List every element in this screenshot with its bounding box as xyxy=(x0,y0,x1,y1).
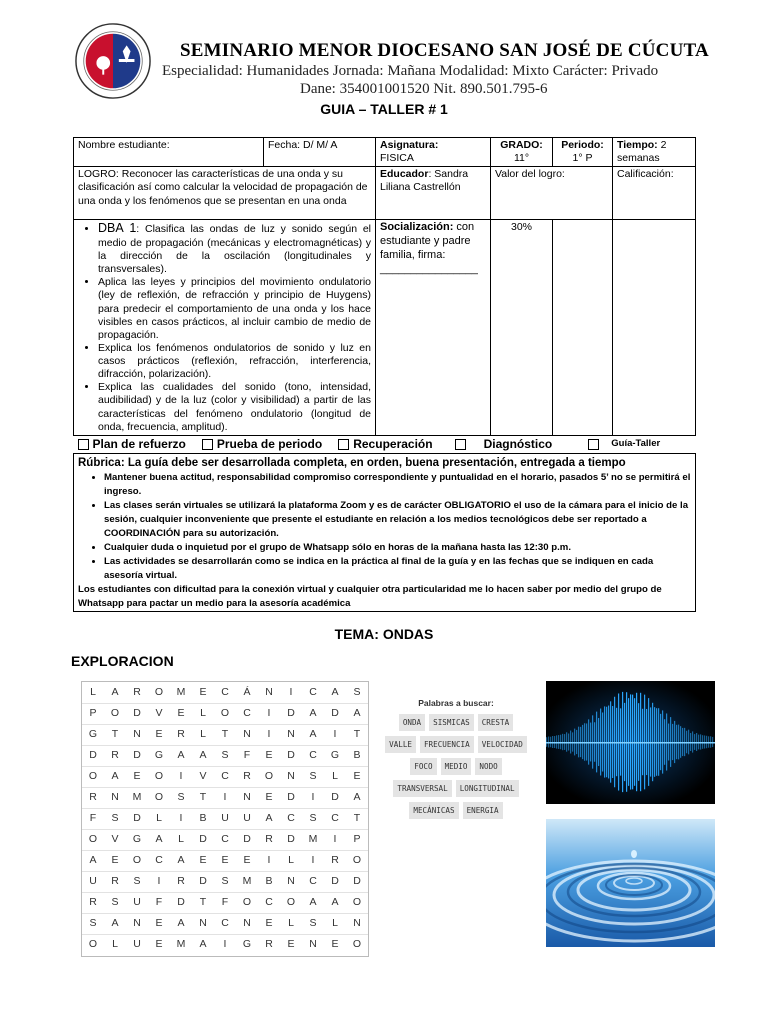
list-item: • Aplica las leyes y principios del movimiento ondulatorio (ley de reflexión, de refracción y principio de Huygens) para predecir el comportamiento de una onda y los hace visibles en casos prácticos, al incluir cambio de medio de propagación. xyxy=(98,276,371,342)
letter-cell[interactable]: A xyxy=(309,896,317,908)
letter-cell[interactable]: C xyxy=(287,812,295,824)
letter-cell[interactable]: D xyxy=(331,875,339,887)
word-chip: MEDIO xyxy=(441,758,472,775)
options-cell xyxy=(74,435,696,453)
letter-cell[interactable]: I xyxy=(333,833,337,845)
letter-cell[interactable]: S xyxy=(309,917,317,929)
letter-cell[interactable]: R xyxy=(331,854,339,866)
letter-cell[interactable]: F xyxy=(221,896,229,908)
letter-cell[interactable]: S xyxy=(89,917,97,929)
grid-line xyxy=(82,703,368,704)
letter-cell[interactable]: B xyxy=(265,875,273,887)
letter-cell[interactable]: O xyxy=(154,770,164,782)
letter-cell[interactable]: A xyxy=(353,791,361,803)
letter-cell[interactable]: U xyxy=(133,896,141,908)
prueba-periodo-checkbox[interactable] xyxy=(202,439,213,450)
grid-line xyxy=(82,808,368,809)
letter-cell[interactable]: C xyxy=(221,917,229,929)
letter-cell[interactable]: L xyxy=(200,728,206,740)
letter-cell[interactable]: I xyxy=(179,770,183,782)
letter-cell[interactable]: L xyxy=(178,833,184,845)
letter-cell[interactable]: O xyxy=(88,938,98,950)
checkbox-label: Guía-Taller xyxy=(611,438,661,450)
letter-cell[interactable]: S xyxy=(221,875,229,887)
letter-cell[interactable]: D xyxy=(133,707,141,719)
letter-cell[interactable]: N xyxy=(265,686,273,698)
dba-cell xyxy=(74,220,376,436)
rubric-title: Rúbrica: La guía debe ser desarrollada completa, en orden, buena presentación, entregada a tiempo xyxy=(78,456,626,469)
letter-cell[interactable]: A xyxy=(111,770,119,782)
letter-cell[interactable]: C xyxy=(331,812,339,824)
letter-cell[interactable]: S xyxy=(177,791,185,803)
letter-cell[interactable]: M xyxy=(132,791,142,803)
word-chip: VALLE xyxy=(385,736,416,753)
letter-cell[interactable]: E xyxy=(265,791,273,803)
word-chip: MECÁNICAS xyxy=(409,802,458,819)
letter-cell[interactable]: A xyxy=(309,728,317,740)
options-row xyxy=(76,437,694,452)
letter-cell[interactable]: E xyxy=(331,938,339,950)
calificacion-cell: Calificación: xyxy=(613,167,696,220)
socialization-cell: Socialización: con estudiante y padre familia, firma: ________________ xyxy=(376,220,491,436)
grid-line xyxy=(82,787,368,788)
letter-cell[interactable]: F xyxy=(89,812,97,824)
letter-cell[interactable]: C xyxy=(309,686,317,698)
school-registration: Dane: 354001001520 Nit. 890.501.795-6 xyxy=(300,81,548,97)
letter-cell[interactable]: E xyxy=(177,707,185,719)
empty-cell xyxy=(553,220,613,436)
letter-cell[interactable]: L xyxy=(288,917,294,929)
letter-cell[interactable]: C xyxy=(221,686,229,698)
letter-cell[interactable]: I xyxy=(267,707,271,719)
letter-cell[interactable]: N xyxy=(243,917,251,929)
letter-cell[interactable]: O xyxy=(88,833,98,845)
list-item: • Explica los fenómenos ondulatorios de sonido y luz en casos prácticos (reflexión, refracción, interferencia, difracción, polarización). xyxy=(98,342,371,381)
letter-cell[interactable]: L xyxy=(90,686,96,698)
letter-cell[interactable]: M xyxy=(242,875,252,887)
table-row xyxy=(74,167,696,220)
letter-cell[interactable]: S xyxy=(111,896,119,908)
letter-cell[interactable]: S xyxy=(111,812,119,824)
checkbox-label: Prueba de periodo xyxy=(216,436,323,451)
letter-cell[interactable]: N xyxy=(133,728,141,740)
guide-title: GUIA – TALLER # 1 xyxy=(320,101,448,117)
school-name: SEMINARIO MENOR DIOCESANO SAN JOSÉ DE CÚCUTA xyxy=(180,40,709,61)
diagnostico-checkbox[interactable] xyxy=(455,439,466,450)
letter-cell[interactable]: C xyxy=(221,770,229,782)
letter-cell[interactable]: N xyxy=(353,917,361,929)
letter-cell[interactable]: A xyxy=(177,749,185,761)
letter-cell[interactable]: D xyxy=(199,833,207,845)
letter-cell[interactable]: I xyxy=(223,791,227,803)
letter-cell[interactable]: C xyxy=(221,833,229,845)
letter-cell[interactable]: I xyxy=(223,938,227,950)
letter-cell[interactable]: N xyxy=(199,917,207,929)
letter-cell[interactable]: U xyxy=(221,812,229,824)
letter-cell[interactable]: U xyxy=(133,938,141,950)
letter-cell[interactable]: A xyxy=(177,917,185,929)
letter-cell[interactable]: L xyxy=(332,917,338,929)
letter-cell[interactable]: I xyxy=(333,728,337,740)
letter-cell[interactable]: N xyxy=(287,875,295,887)
logro-cell: LOGRO: Reconocer las características de una onda y su clasificación así como calcular la velocidad de propagación de una onda y los fenómenos que se presentan en una onda xyxy=(74,167,376,220)
letter-cell[interactable]: E xyxy=(265,749,273,761)
letter-cell[interactable]: R xyxy=(177,728,185,740)
letter-cell[interactable]: E xyxy=(287,938,295,950)
letter-cell[interactable]: E xyxy=(155,938,163,950)
word-row xyxy=(374,714,538,731)
grid-line xyxy=(82,766,368,767)
word-chip: ENERGIA xyxy=(463,802,503,819)
percent-cell: 30% xyxy=(491,220,553,436)
letter-cell[interactable]: T xyxy=(111,728,119,740)
word-chip: SISMICAS xyxy=(429,714,474,731)
grid-line xyxy=(82,913,368,914)
rubric-cell xyxy=(74,453,696,612)
letter-cell[interactable]: C xyxy=(309,749,317,761)
letter-cell[interactable]: M xyxy=(308,833,318,845)
letter-cell[interactable]: T xyxy=(353,812,361,824)
letter-cell[interactable]: C xyxy=(243,707,251,719)
words-title: Palabras a buscar: xyxy=(418,698,494,708)
time-cell: Tiempo: 2 semanas xyxy=(613,138,696,167)
letter-cell[interactable]: N xyxy=(287,770,295,782)
grid-line xyxy=(82,724,368,725)
letter-cell[interactable]: S xyxy=(133,875,141,887)
letter-cell[interactable]: E xyxy=(111,854,119,866)
grid-line xyxy=(82,934,368,935)
letter-cell[interactable]: T xyxy=(199,791,207,803)
letter-cell[interactable]: O xyxy=(132,854,142,866)
letter-cell[interactable]: I xyxy=(311,854,315,866)
letter-cell[interactable]: N xyxy=(287,728,295,740)
letter-cell[interactable]: R xyxy=(111,749,119,761)
letter-cell[interactable]: L xyxy=(288,854,294,866)
list-item: • Cualquier duda o inquietud por el grupo de Whatsapp sólo en horas de la mañana hasta las 12:30 p.m. xyxy=(104,541,691,555)
plan-refuerzo-checkbox[interactable] xyxy=(78,439,89,450)
letter-cell[interactable]: D xyxy=(287,749,295,761)
letter-cell[interactable]: V xyxy=(111,833,119,845)
grid-line xyxy=(82,850,368,851)
letter-cell[interactable]: O xyxy=(154,686,164,698)
word-row xyxy=(374,736,538,753)
letter-cell[interactable]: E xyxy=(155,917,163,929)
rubric-footer: Los estudiantes con dificultad para la conexión virtual y cualquier otra particularidad me lo hacen saber por medio del grupo de Whatsapp para pactar un medio para la asesoría académica xyxy=(78,583,662,609)
words-to-find xyxy=(374,698,538,824)
period-cell: Periodo: 1° P xyxy=(553,138,613,167)
letter-cell[interactable]: D xyxy=(133,749,141,761)
letter-cell[interactable]: D xyxy=(89,749,97,761)
letter-cell[interactable]: M xyxy=(176,686,186,698)
letter-cell[interactable]: V xyxy=(155,707,163,719)
letter-cell[interactable]: N xyxy=(243,791,251,803)
letter-cell[interactable]: G xyxy=(242,938,252,950)
topic-title: TEMA: ONDAS xyxy=(334,626,434,642)
letter-cell[interactable]: D xyxy=(243,833,251,845)
letter-cell[interactable]: D xyxy=(353,875,361,887)
letter-cell[interactable]: C xyxy=(265,896,273,908)
table-row xyxy=(74,453,696,612)
list-item: • Las actividades se desarrollarán como se indica en la práctica al final de la guía y en las fechas que se indiquen en cada asesoría virtual. xyxy=(104,555,691,583)
school-details: Especialidad: Humanidades Jornada: Mañana Modalidad: Mixto Carácter: Privado xyxy=(162,63,659,79)
letter-cell[interactable]: L xyxy=(200,707,206,719)
word-chip: VELOCIDAD xyxy=(478,736,527,753)
dba-list xyxy=(78,221,371,434)
letter-cell[interactable]: A xyxy=(331,896,339,908)
letter-cell[interactable]: O xyxy=(220,707,230,719)
letter-cell[interactable]: M xyxy=(176,938,186,950)
letter-cell[interactable]: E xyxy=(133,770,141,782)
letter-cell[interactable]: B xyxy=(353,749,361,761)
letter-cell[interactable]: O xyxy=(88,770,98,782)
letter-cell[interactable]: R xyxy=(265,938,273,950)
checkbox-label: Diagnóstico xyxy=(483,436,553,451)
word-row xyxy=(374,802,538,819)
letter-cell[interactable]: Á xyxy=(243,686,251,698)
letter-cell[interactable]: O xyxy=(154,791,164,803)
letter-cell[interactable]: A xyxy=(177,854,185,866)
word-row xyxy=(374,780,538,797)
letter-cell[interactable]: I xyxy=(267,728,271,740)
letter-cell[interactable]: G xyxy=(330,749,340,761)
letter-cell[interactable]: L xyxy=(112,938,118,950)
letter-cell[interactable]: D xyxy=(287,833,295,845)
letter-cell[interactable]: B xyxy=(199,812,207,824)
letter-cell[interactable]: I xyxy=(289,686,293,698)
guia-taller-checkbox[interactable] xyxy=(588,439,599,450)
letter-cell[interactable]: A xyxy=(353,707,361,719)
student-name-cell: Nombre estudiante: xyxy=(74,138,264,167)
letter-cell[interactable]: R xyxy=(89,896,97,908)
letter-cell[interactable]: O xyxy=(352,938,362,950)
letter-cell[interactable]: E xyxy=(199,854,207,866)
letter-cell[interactable]: D xyxy=(331,707,339,719)
letter-cell[interactable]: A xyxy=(331,686,339,698)
letter-cell[interactable]: D xyxy=(331,791,339,803)
letter-cell[interactable]: L xyxy=(332,770,338,782)
letter-cell[interactable]: C xyxy=(309,875,317,887)
letter-cell[interactable]: N xyxy=(309,938,317,950)
letter-cell[interactable]: S xyxy=(309,770,317,782)
letter-cell[interactable]: G xyxy=(132,833,142,845)
word-chip: NODO xyxy=(475,758,501,775)
letter-cell[interactable]: O xyxy=(242,896,252,908)
school-crest-icon xyxy=(74,22,152,100)
letter-cell[interactable]: S xyxy=(221,749,229,761)
grade-cell: GRADO: 11° xyxy=(491,138,553,167)
letter-cell[interactable]: E xyxy=(199,686,207,698)
letter-cell[interactable]: U xyxy=(243,812,251,824)
grid-line xyxy=(82,745,368,746)
letter-cell[interactable]: O xyxy=(286,896,296,908)
letter-cell[interactable]: N xyxy=(243,728,251,740)
letter-cell[interactable]: P xyxy=(353,833,361,845)
letter-cell[interactable]: G xyxy=(88,728,98,740)
letter-cell[interactable]: V xyxy=(199,770,207,782)
letter-cell[interactable]: O xyxy=(110,707,120,719)
letter-cell[interactable]: I xyxy=(267,854,271,866)
letter-cell[interactable]: T xyxy=(199,896,207,908)
letter-cell[interactable]: C xyxy=(155,854,163,866)
word-chip: LONGITUDINAL xyxy=(456,780,519,797)
letter-cell[interactable]: A xyxy=(265,812,273,824)
letter-cell[interactable]: R xyxy=(111,875,119,887)
word-row xyxy=(374,758,538,775)
grid-line xyxy=(82,829,368,830)
letter-cell[interactable]: N xyxy=(111,791,119,803)
section-title: EXPLORACION xyxy=(71,653,174,669)
letter-cell[interactable]: A xyxy=(111,917,119,929)
letter-cell[interactable]: A xyxy=(89,854,97,866)
checkbox-label: Recuperación xyxy=(353,436,433,451)
list-item: • Mantener buena actitud, responsabilidad compromiso correspondiente y puntualidad en el horario, pasados 5’ no se permitirá el ingreso. xyxy=(104,471,691,499)
letter-cell[interactable]: P xyxy=(89,707,97,719)
grid-line xyxy=(82,871,368,872)
water-ripple-image xyxy=(546,819,715,947)
letter-cell[interactable]: S xyxy=(353,686,361,698)
word-search xyxy=(81,681,369,957)
letter-cell[interactable]: I xyxy=(179,812,183,824)
letter-cell[interactable]: A xyxy=(199,749,207,761)
table-row xyxy=(74,435,696,453)
letter-cell[interactable]: O xyxy=(352,896,362,908)
letter-cell[interactable]: T xyxy=(221,728,229,740)
list-item: • Explica las cualidades del sonido (tono, intensidad, audibilidad) y de la luz (color y visibilidad) a partir de las características del fenómeno ondulatorio (longitud de onda, frecuencia, amplitud). xyxy=(98,381,371,434)
letter-cell[interactable]: E xyxy=(155,728,163,740)
letter-cell[interactable]: O xyxy=(352,854,362,866)
letter-cell[interactable]: D xyxy=(133,812,141,824)
logro-value-cell: Valor del logro: xyxy=(491,167,613,220)
letter-cell[interactable]: D xyxy=(199,875,207,887)
date-cell: Fecha: D/ M/ A xyxy=(264,138,376,167)
letter-cell[interactable]: D xyxy=(287,791,295,803)
letter-cell[interactable]: D xyxy=(287,707,295,719)
rubric-list xyxy=(78,471,691,582)
letter-cell[interactable]: R xyxy=(89,791,97,803)
letter-cell[interactable]: R xyxy=(243,770,251,782)
letter-cell[interactable]: D xyxy=(177,896,185,908)
list-item: • DBA 1: Clasifica las ondas de luz y sonido según el medio de propagación (mecánicas y electromagnéticas) y la dirección de la oscilación (longitudinales y transversales). xyxy=(98,221,371,276)
empty-cell xyxy=(613,220,696,436)
word-chip: TRANSVERSAL xyxy=(393,780,451,797)
recuperacion-checkbox[interactable] xyxy=(338,439,349,450)
word-chip: FOCO xyxy=(410,758,436,775)
guide-info-table xyxy=(73,137,696,612)
letter-cell[interactable]: F xyxy=(155,896,163,908)
letter-cell[interactable]: R xyxy=(177,875,185,887)
letter-cell[interactable]: A xyxy=(199,938,207,950)
letter-cell[interactable]: R xyxy=(265,833,273,845)
sound-wave-image xyxy=(546,681,715,804)
list-item: • Las clases serán virtuales se utilizará la plataforma Zoom y es de carácter OBLIGATORIO el uso de la cámara para el inicio de la sesión, cualquier inconveniente que presente el estudiante en relación a los medios tecnológicos debe ser reportado a COORDINACIÓN para su autorización. xyxy=(104,499,691,541)
letter-cell[interactable]: O xyxy=(264,770,274,782)
grid-line xyxy=(82,892,368,893)
letter-cell[interactable]: R xyxy=(133,686,141,698)
letter-cell[interactable]: A xyxy=(155,833,163,845)
letter-cell[interactable]: U xyxy=(89,875,97,887)
word-chip: CRESTA xyxy=(478,714,513,731)
letter-cell[interactable]: L xyxy=(156,812,162,824)
letter-cell[interactable]: F xyxy=(243,749,251,761)
letter-cell[interactable]: T xyxy=(353,728,361,740)
table-row xyxy=(74,138,696,167)
word-chip: FRECUENCIA xyxy=(420,736,474,753)
letter-cell[interactable]: E xyxy=(221,854,229,866)
letter-cell[interactable]: S xyxy=(309,812,317,824)
letter-cell[interactable]: A xyxy=(309,707,317,719)
word-chip: ONDA xyxy=(399,714,425,731)
letter-cell[interactable]: E xyxy=(265,917,273,929)
letter-cell[interactable]: G xyxy=(154,749,164,761)
table-row xyxy=(74,220,696,436)
letter-cell[interactable]: E xyxy=(353,770,361,782)
letter-cell[interactable]: I xyxy=(157,875,161,887)
checkbox-label: Plan de refuerzo xyxy=(92,436,186,451)
letter-cell[interactable]: A xyxy=(111,686,119,698)
subject-cell: Asignatura: FISICA xyxy=(376,138,491,167)
letter-cell[interactable]: I xyxy=(311,791,315,803)
educator-cell: Educador: Sandra Liliana Castrellón xyxy=(376,167,491,220)
letter-cell[interactable]: N xyxy=(133,917,141,929)
letter-cell[interactable]: E xyxy=(243,854,251,866)
